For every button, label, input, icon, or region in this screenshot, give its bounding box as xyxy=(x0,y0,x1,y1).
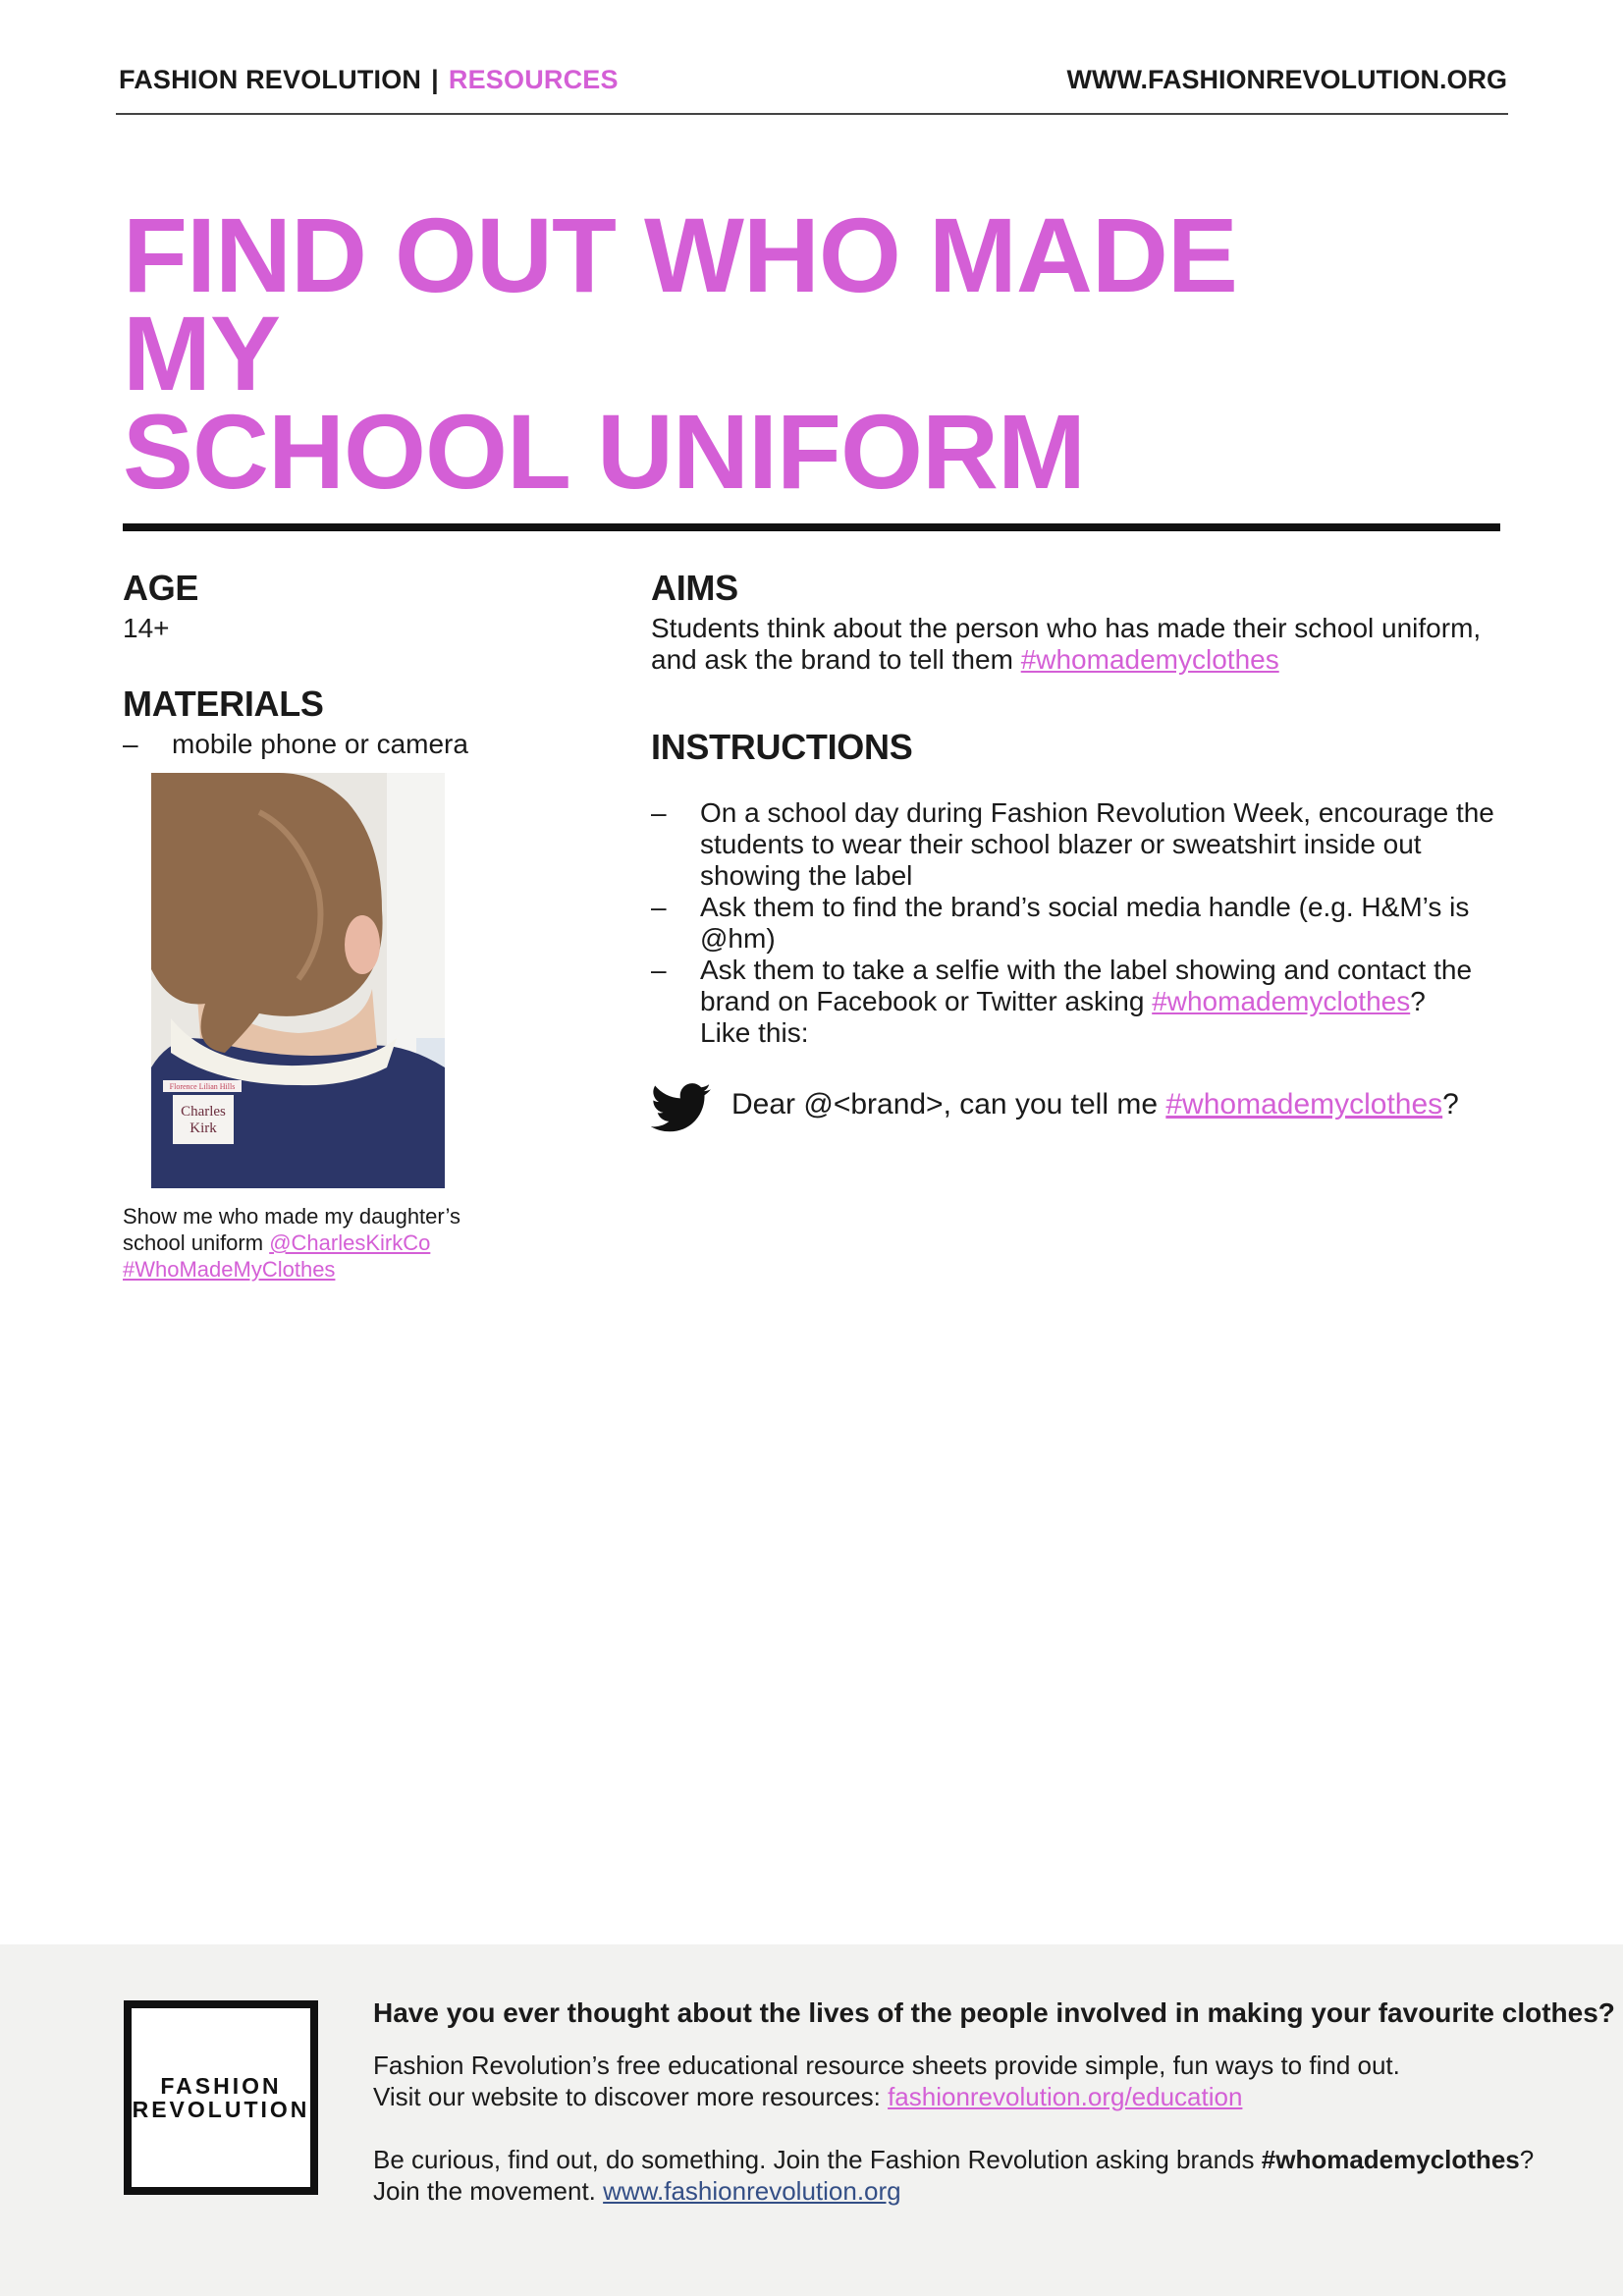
header-brand-line xyxy=(119,65,619,95)
logo-line-2: REVOLUTION xyxy=(132,2097,310,2122)
header-divider xyxy=(116,113,1508,115)
tweet-text: Dear @<brand>, can you tell me xyxy=(731,1088,1166,1121)
aims-text xyxy=(651,613,1515,676)
tweet-end: ? xyxy=(1442,1088,1459,1121)
materials-list xyxy=(123,729,468,760)
age-heading: AGE xyxy=(123,568,199,608)
instruction-item xyxy=(651,955,1515,1017)
age-value: 14+ xyxy=(123,613,170,643)
caption-handle-link[interactable]: @CharlesKirkCo xyxy=(269,1230,431,1255)
aims-body: Students think about the person who has made their school uniform, and ask the brand to tell them xyxy=(651,613,1482,675)
page-title xyxy=(123,195,1399,511)
aims-heading: AIMS xyxy=(651,568,738,608)
footer-p1-line1: Fashion Revolution’s free educational resource sheets provide simple, fun ways to find out. xyxy=(373,2050,1400,2080)
caption-text: Show me who made my daughter’s school uniform xyxy=(123,1204,461,1255)
website-link[interactable]: www.fashionrevolution.org xyxy=(603,2176,901,2206)
uniform-photo-illustration xyxy=(151,773,445,1188)
title-line-2: SCHOOL UNIFORM xyxy=(123,392,1085,511)
header-section[interactable]: RESOURCES xyxy=(448,65,619,94)
footer-p1-line2: Visit our website to discover more resources: xyxy=(373,2082,889,2111)
education-link[interactable]: fashionrevolution.org/education xyxy=(888,2082,1243,2111)
instruction-item: – Ask them to find the brand’s social media handle (e.g. H&M’s is @hm) xyxy=(651,892,1515,955)
footer-question: Have you ever thought about the lives of the people involved in making your favourite clothes? xyxy=(373,1997,1615,2028)
label-brand-text: Florence Lilian Hills xyxy=(169,1082,236,1091)
aims-hashtag-link[interactable]: #whomademyclothes xyxy=(1020,644,1279,675)
footer-hashtag: #whomademyclothes xyxy=(1261,2145,1520,2174)
label-line-2: Charles xyxy=(181,1104,226,1120)
materials-item: – mobile phone or camera xyxy=(123,729,468,760)
photo-caption xyxy=(123,1203,476,1283)
like-this-label: Like this: xyxy=(700,1017,809,1048)
label-line-3: Kirk xyxy=(189,1121,217,1136)
footer-paragraph-2 xyxy=(373,2144,1551,2207)
header-brand: FASHION REVOLUTION xyxy=(119,65,422,94)
example-tweet xyxy=(731,1088,1459,1121)
materials-heading: MATERIALS xyxy=(123,683,324,724)
instruction-item-3-end: ? xyxy=(1410,986,1426,1016)
instruction-item: – On a school day during Fashion Revolution Week, encourage the students to wear their school blazer or sweatshirt inside out showing the label xyxy=(651,797,1515,892)
instructions-list xyxy=(651,797,1515,1017)
logo-line-1: FASHION xyxy=(160,2073,282,2099)
tweet-hashtag-link[interactable]: #whomademyclothes xyxy=(1165,1088,1443,1121)
header-separator: | xyxy=(431,65,439,94)
footer-paragraph-1 xyxy=(373,2050,1551,2112)
title-divider xyxy=(123,523,1500,531)
instruction-hashtag-link[interactable]: #whomademyclothes xyxy=(1152,986,1411,1016)
footer-p2-line2: Join the movement. xyxy=(373,2176,604,2206)
footer-p2-line1: Be curious, find out, do something. Join the Fashion Revolution asking brands xyxy=(373,2145,1262,2174)
header-website[interactable]: WWW.FASHIONREVOLUTION.ORG xyxy=(1066,65,1507,94)
caption-hashtag-link[interactable]: #WhoMadeMyClothes xyxy=(123,1257,336,1282)
instructions-heading: INSTRUCTIONS xyxy=(651,727,913,767)
instruction-item-3-text: Ask them to take a selfie with the label showing and contact the brand on Facebook or Twitter asking xyxy=(700,955,1473,1016)
footer-p2-end: ? xyxy=(1519,2145,1535,2174)
twitter-bird-icon xyxy=(651,1083,712,1134)
fashion-revolution-logo xyxy=(124,2000,318,2195)
uniform-photo xyxy=(151,773,445,1188)
title-line-1: FIND OUT WHO MADE MY xyxy=(123,195,1237,412)
